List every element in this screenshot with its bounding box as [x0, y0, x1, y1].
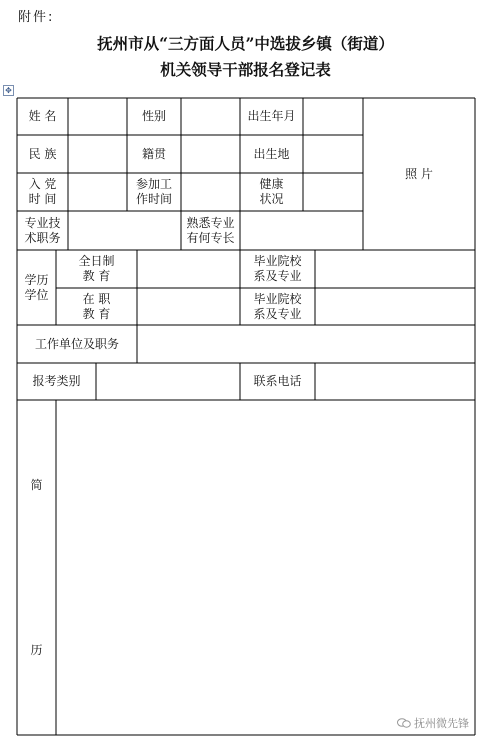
gender-field[interactable] [181, 98, 240, 135]
label-inservice-education: 在 职 教 育 [82, 291, 111, 321]
label-health: 健康 状况 [259, 177, 284, 206]
specialty-field[interactable] [240, 211, 363, 250]
apply-type-field[interactable] [96, 363, 240, 400]
fulltime-education-field[interactable] [137, 250, 240, 288]
photo-box[interactable]: 照 片 [405, 166, 433, 181]
label-name: 姓 名 [28, 109, 57, 123]
label-resume-char1: 简 [30, 477, 43, 492]
health-field[interactable] [303, 173, 363, 211]
label-native-place: 籍贯 [141, 146, 166, 161]
label-birthplace: 出生地 [253, 146, 290, 161]
label-party-join-date: 入 党 时 间 [28, 177, 57, 206]
label-fulltime-education: 全日制 教 育 [78, 254, 115, 283]
label-resume-char2: 历 [30, 642, 43, 657]
label-tech-title: 专业技 术职务 [24, 215, 61, 245]
label-apply-type: 报考类别 [32, 374, 81, 388]
birthplace-field[interactable] [303, 135, 363, 173]
table-move-handle-icon[interactable]: ✥ [3, 85, 14, 96]
form-title-line2: 机关领导干部报名登记表 [160, 60, 331, 79]
work-start-date-field[interactable] [181, 173, 240, 211]
watermark-text: 抚州微先锋 [414, 717, 469, 730]
label-phone: 联系电话 [253, 374, 302, 388]
label-work-start-date: 参加工 作时间 [135, 177, 172, 206]
name-field[interactable] [68, 98, 127, 135]
attachment-label: 附件: [18, 10, 55, 25]
birth-date-field[interactable] [303, 98, 363, 135]
wechat-icon [397, 718, 411, 728]
label-birth-date: 出生年月 [247, 109, 296, 123]
label-education-degree: 学历 学位 [24, 272, 49, 302]
watermark [397, 715, 469, 731]
ethnicity-field[interactable] [68, 135, 127, 173]
label-specialty: 熟悉专业 有何专长 [186, 215, 235, 245]
inservice-school-major-field[interactable] [315, 288, 475, 325]
native-place-field[interactable] [181, 135, 240, 173]
resume-field[interactable] [56, 400, 475, 735]
inservice-education-field[interactable] [137, 288, 240, 325]
label-gender: 性别 [141, 109, 166, 123]
label-inservice-school-major: 毕业院校 系及专业 [253, 291, 302, 321]
party-join-date-field[interactable] [68, 173, 127, 211]
label-workplace-position: 工作单位及职务 [34, 336, 119, 351]
label-ethnicity: 民 族 [28, 146, 57, 161]
phone-field[interactable] [315, 363, 475, 400]
label-fulltime-school-major: 毕业院校 系及专业 [253, 254, 302, 283]
workplace-position-field[interactable] [137, 325, 475, 363]
tech-title-field[interactable] [68, 211, 181, 250]
fulltime-school-major-field[interactable] [315, 250, 475, 288]
form-title-line1: 抚州市从“三方面人员”中选拔乡镇（街道） [97, 34, 394, 53]
